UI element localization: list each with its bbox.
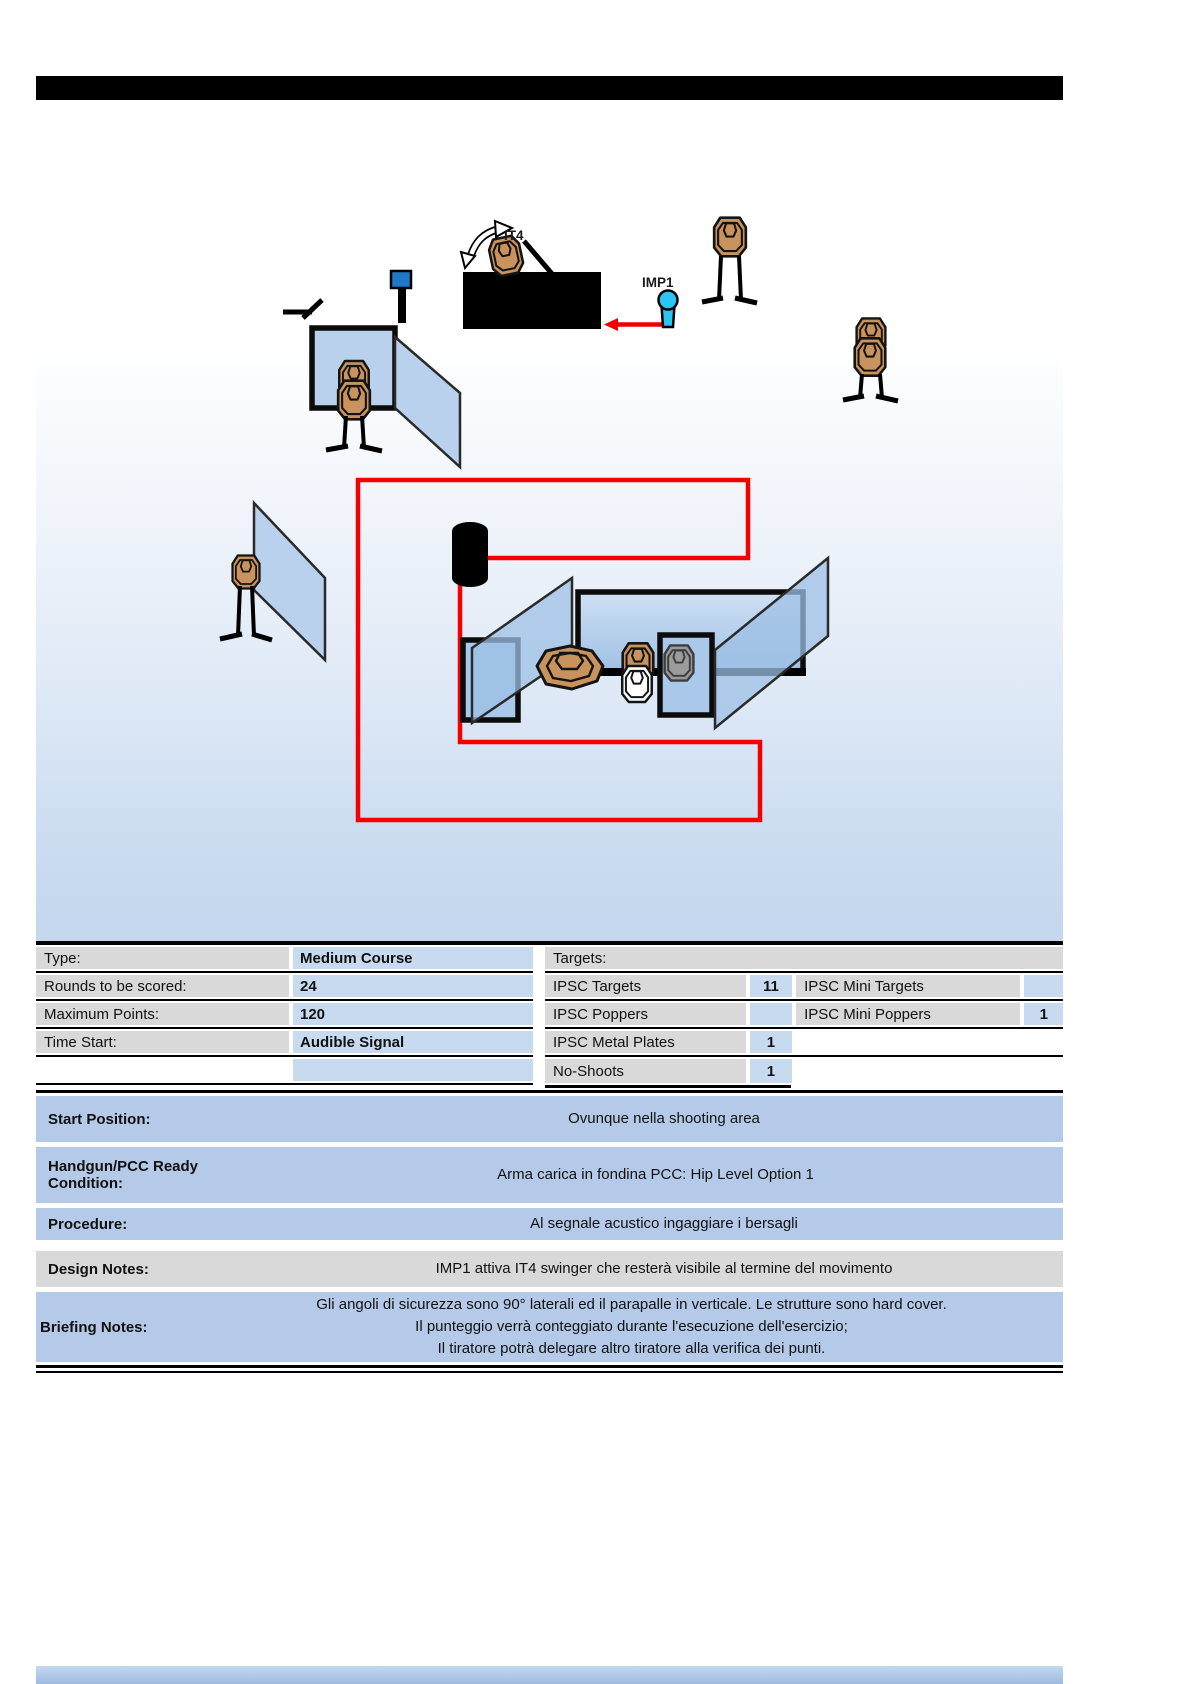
target-type-label: No-Shoots bbox=[545, 1059, 746, 1083]
ready-condition-value: Arma carica in fondina PCC: Hip Level Option 1 bbox=[497, 1166, 814, 1183]
briefing-notes-row bbox=[36, 1292, 1063, 1362]
procedure-value: Al segnale acustico ingaggiare i bersagli bbox=[530, 1215, 798, 1232]
start-position-row bbox=[36, 1096, 1063, 1142]
target-stand bbox=[702, 256, 757, 303]
metal-plate bbox=[391, 271, 411, 323]
wall-panel-angled bbox=[395, 337, 460, 467]
target-stand bbox=[326, 416, 382, 451]
target-count bbox=[750, 1003, 792, 1025]
ready-condition-label: Handgun/PCC Ready Condition: bbox=[48, 1158, 199, 1192]
table-row bbox=[545, 1001, 1063, 1029]
empty-cell bbox=[1024, 1059, 1063, 1083]
target-type-label: IPSC Mini Poppers bbox=[796, 1003, 1020, 1025]
wall-panel-angled bbox=[715, 558, 828, 728]
target-type-label: IPSC Metal Plates bbox=[545, 1031, 746, 1053]
popper-label: IMP1 bbox=[642, 275, 674, 290]
mini-popper-imp1 bbox=[604, 291, 678, 332]
table-row bbox=[36, 945, 533, 973]
course-info-label: Time Start: bbox=[36, 1031, 289, 1053]
activation-arrow-icon bbox=[604, 318, 618, 331]
swinger-label: IT4 bbox=[504, 228, 524, 243]
target-count: 1 bbox=[750, 1059, 792, 1083]
empty-cell bbox=[1024, 1031, 1063, 1053]
ipsc-target bbox=[338, 381, 370, 420]
start-position-label: Start Position: bbox=[48, 1110, 151, 1128]
footer-accent-bar bbox=[36, 1666, 1063, 1684]
sheet-bottom-border bbox=[36, 1365, 1063, 1368]
course-info-value: 24 bbox=[293, 975, 533, 997]
ipsc-target bbox=[714, 218, 746, 257]
table-partial-border bbox=[545, 1085, 791, 1088]
target-count: 1 bbox=[750, 1031, 792, 1053]
design-notes-value: IMP1 attiva IT4 swinger che resterà visibile al termine del movimento bbox=[435, 1260, 893, 1277]
target-type-label: IPSC Mini Targets bbox=[796, 975, 1020, 997]
ipsc-target-tilted bbox=[537, 646, 603, 689]
design-notes-row bbox=[36, 1251, 1063, 1287]
empty-cell bbox=[36, 1059, 289, 1081]
target-type-label: IPSC Poppers bbox=[545, 1003, 746, 1025]
course-info-value: 120 bbox=[293, 1003, 533, 1025]
table-row bbox=[545, 1057, 1063, 1085]
course-info-value bbox=[293, 1059, 533, 1081]
targets-header: Targets: bbox=[545, 947, 1063, 969]
target-count bbox=[1024, 975, 1063, 997]
table-bottom-border bbox=[36, 1090, 1063, 1093]
briefing-notes-label: Briefing Notes: bbox=[40, 1318, 148, 1336]
target-type-label: IPSC Targets bbox=[545, 975, 746, 997]
briefing-line: Gli angoli di sicurezza sono 90° laterali ed il parapalle in verticale. Le strutture sono hard cover. bbox=[316, 1296, 947, 1313]
table-row bbox=[36, 973, 533, 1001]
procedure-row bbox=[36, 1208, 1063, 1240]
target-count: 1 bbox=[1024, 1003, 1063, 1025]
barrel bbox=[452, 522, 488, 587]
table-row bbox=[36, 1029, 533, 1057]
procedure-label: Procedure: bbox=[48, 1215, 128, 1233]
target-count: 11 bbox=[750, 975, 792, 997]
course-info-value: Medium Course bbox=[293, 947, 533, 969]
swinger-arm bbox=[524, 241, 553, 275]
target-stand bbox=[843, 374, 898, 401]
course-info-label: Maximum Points: bbox=[36, 1003, 289, 1025]
table-row bbox=[545, 945, 1063, 973]
table-row bbox=[36, 1057, 533, 1085]
briefing-notes-value bbox=[200, 1292, 1063, 1362]
course-info-table bbox=[36, 945, 533, 1085]
briefing-line: Il tiratore potrà delegare altro tiratore alla verifica dei punti. bbox=[437, 1340, 826, 1357]
table-row bbox=[545, 973, 1063, 1001]
stand-feet bbox=[283, 300, 322, 318]
course-info-label: Rounds to be scored: bbox=[36, 975, 289, 997]
empty-cell bbox=[796, 1031, 1020, 1053]
no-shoot-target bbox=[622, 666, 652, 702]
empty-cell bbox=[796, 1059, 1020, 1083]
hard-cover-wall bbox=[463, 272, 601, 329]
ready-condition-row bbox=[36, 1147, 1063, 1203]
sheet-bottom-border-2 bbox=[36, 1371, 1063, 1373]
targets-table bbox=[545, 945, 1063, 1088]
ipsc-target bbox=[855, 338, 886, 375]
course-info-value: Audible Signal bbox=[293, 1031, 533, 1053]
table-row bbox=[36, 1001, 533, 1029]
course-info-label: Type: bbox=[36, 947, 289, 969]
ipsc-target-obscured bbox=[665, 645, 694, 680]
ipsc-target bbox=[233, 556, 260, 589]
start-position-value: Ovunque nella shooting area bbox=[568, 1110, 760, 1127]
table-row bbox=[545, 1029, 1063, 1057]
design-notes-label: Design Notes: bbox=[48, 1260, 149, 1278]
briefing-line: Il punteggio verrà conteggiato durante l'esecuzione dell'esercizio; bbox=[415, 1318, 848, 1335]
